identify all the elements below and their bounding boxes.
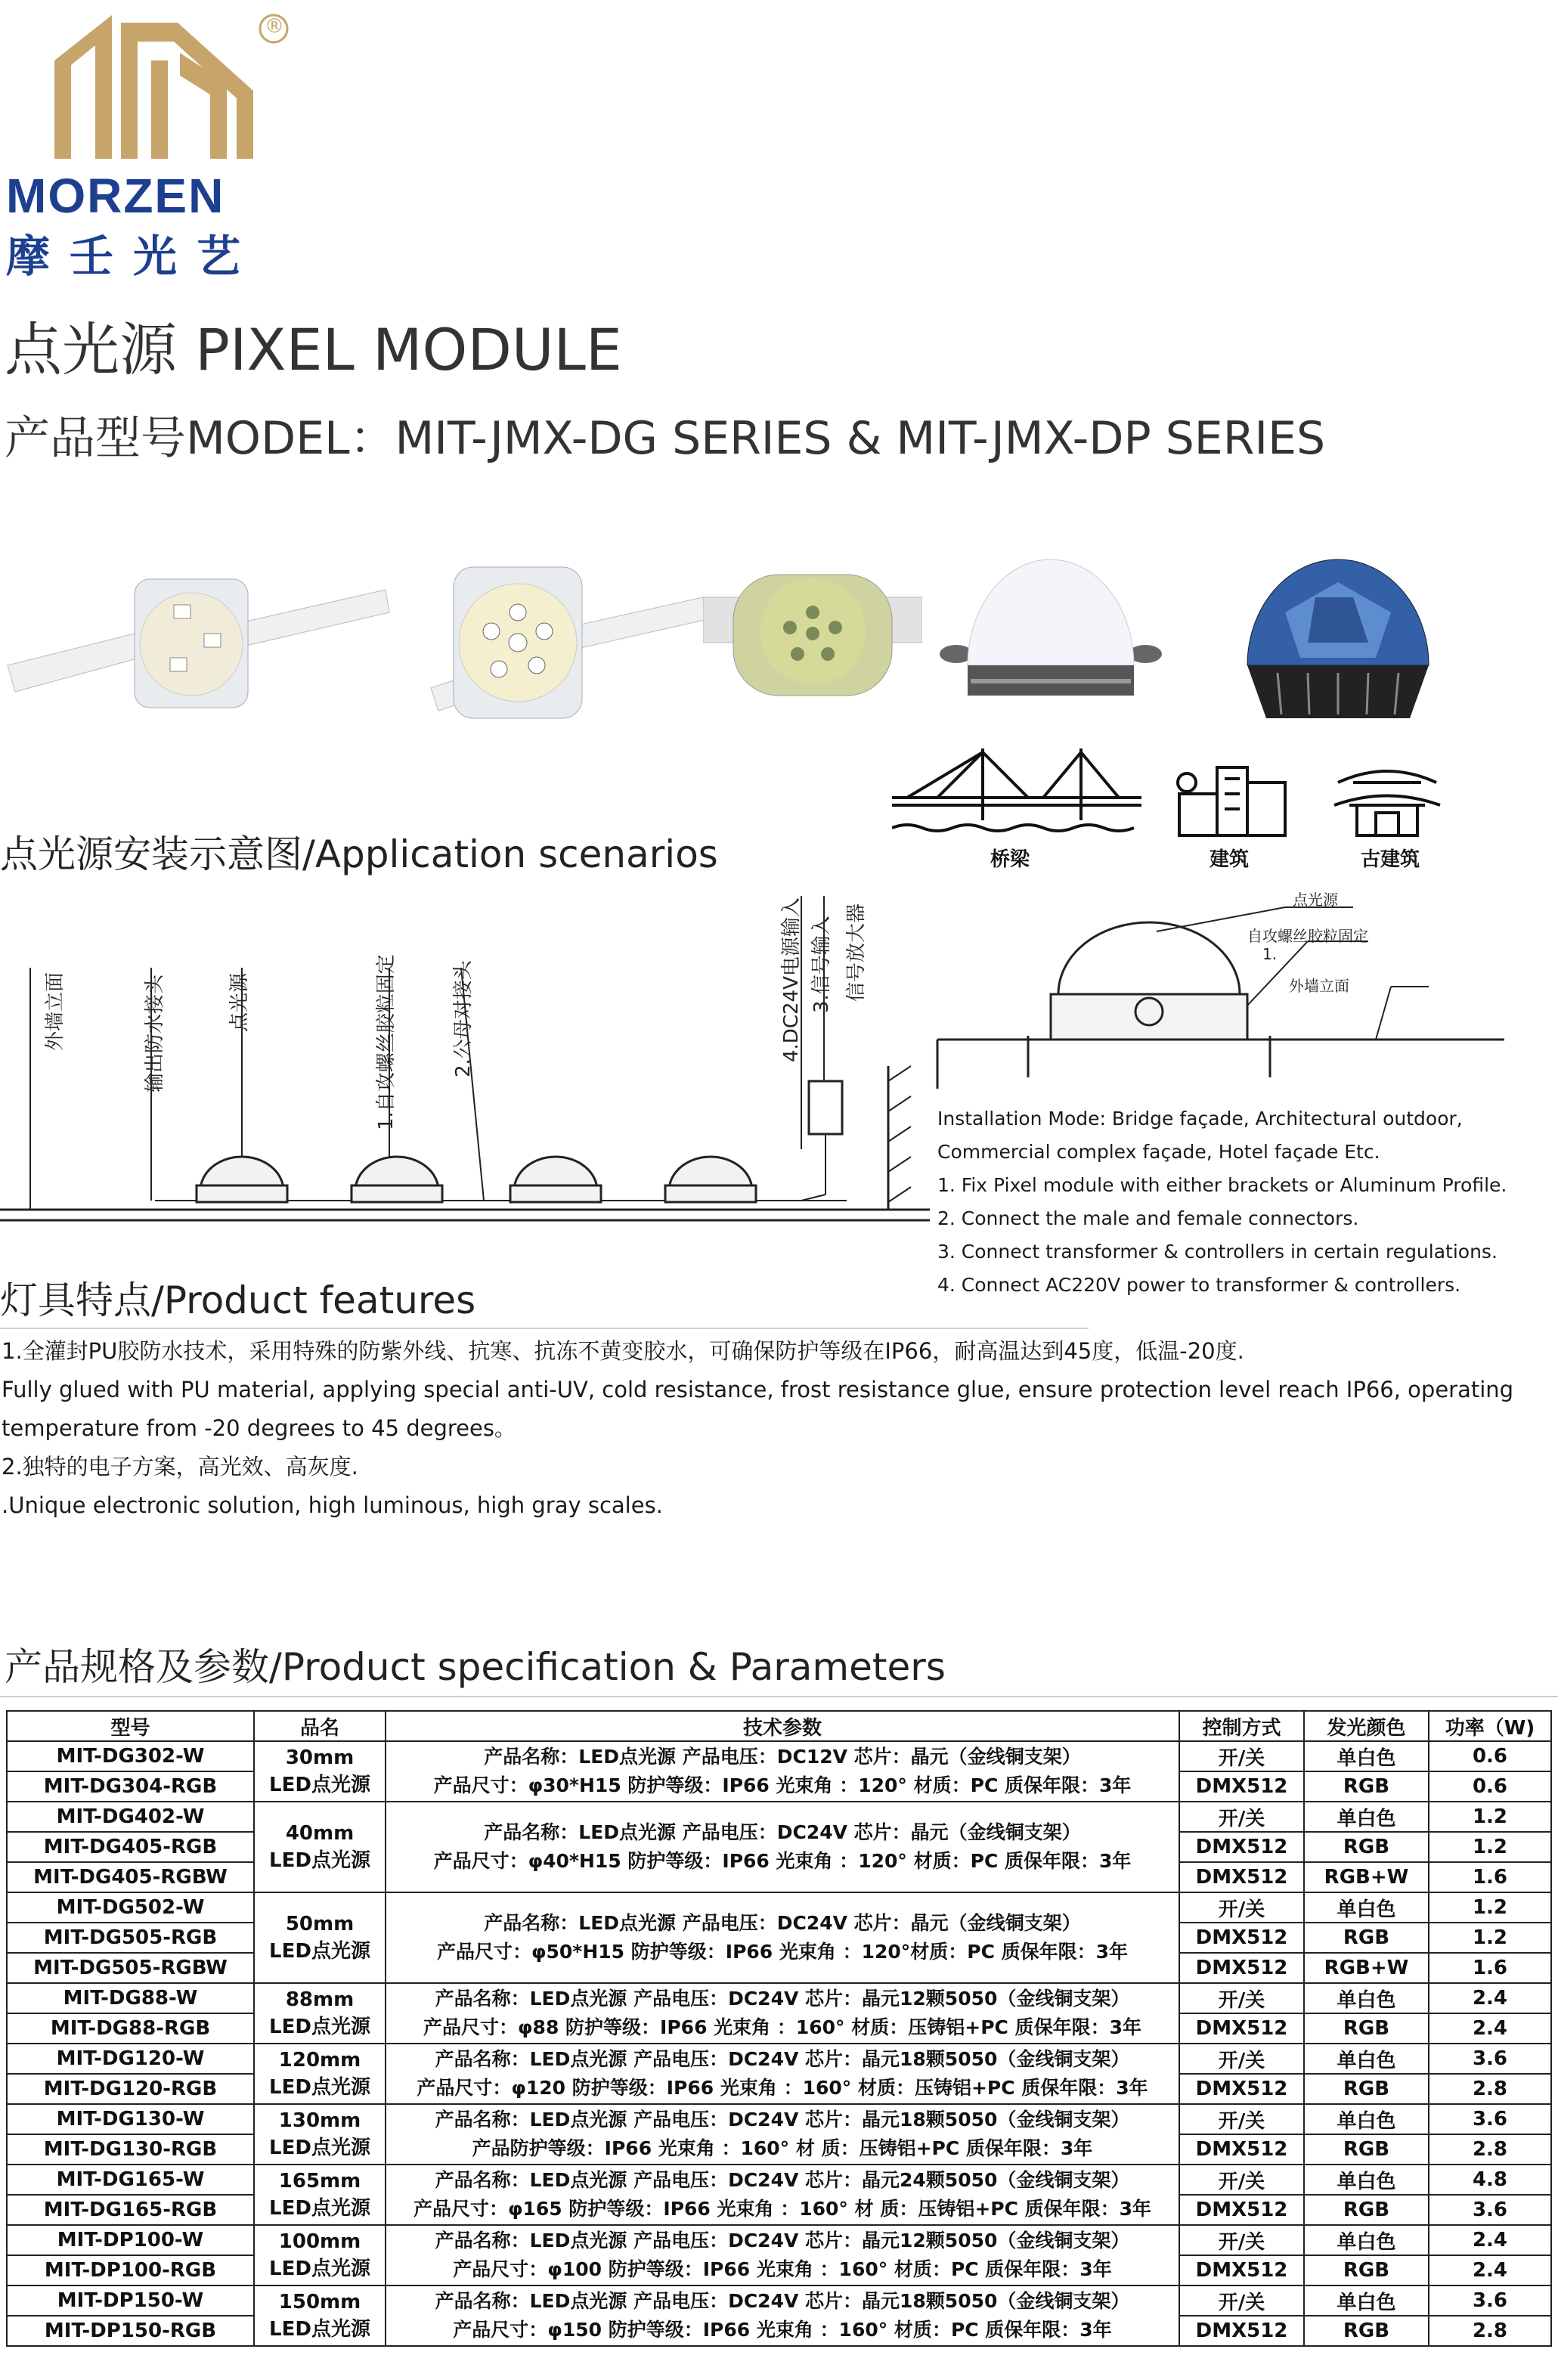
building-icon xyxy=(1172,764,1293,839)
product-name-cell xyxy=(254,2044,386,2104)
model-line: 产品型号MODEL：MIT-JMX-DG SERIES & MIT-JMX-DP SERIES xyxy=(5,412,1326,465)
model-cell: MIT-DP150-RGB xyxy=(7,2316,254,2346)
table-row xyxy=(7,1741,1551,1771)
color-cell: RGB+W xyxy=(1304,1953,1429,1983)
color-cell: 单白色 xyxy=(1304,2225,1429,2255)
product-photo-50mm xyxy=(703,567,922,703)
color-cell: RGB xyxy=(1304,1832,1429,1862)
install-note: 4. Connect AC220V power to transformer & controllers. xyxy=(937,1274,1461,1296)
power-cell: 4.8 xyxy=(1429,2165,1551,2195)
spec-heading: 产品规格及参数/Product specification & Parameters xyxy=(5,1645,946,1689)
install-note: Installation Mode: Bridge façade, Architectural outdoor, xyxy=(937,1108,1463,1130)
features-divider xyxy=(0,1328,1089,1329)
model-cell: MIT-DG402-W xyxy=(7,1802,254,1832)
product-type: LED点光源 xyxy=(269,2136,370,2159)
product-size: 100mm xyxy=(278,2230,361,2253)
tech-line: 产品尺寸：φ30*H15 防护等级：IP66 光束角 ：120° 材质：PC 质保年限：3年 xyxy=(433,1774,1132,1796)
tech-line: 产品名称：LED点光源 产品电压：DC24V 芯片：晶元18颗5050（金线铜支架） xyxy=(435,2048,1130,2070)
table-row xyxy=(7,2285,1551,2316)
control-cell: 开/关 xyxy=(1179,1741,1304,1771)
feature-line: Fully glued with PU material, applying special anti-UV, cold resistance, frost resistance glue, ensure protection level reach IP66, operating xyxy=(2,1377,1514,1402)
product-type: LED点光源 xyxy=(269,1773,370,1796)
model-cell: MIT-DG120-RGB xyxy=(7,2074,254,2104)
model-cell: MIT-DG120-W xyxy=(7,2044,254,2074)
table-row xyxy=(7,2044,1551,2074)
install-note: Commercial complex façade, Hotel façade Etc. xyxy=(937,1141,1380,1163)
power-cell: 1.6 xyxy=(1429,1953,1551,1983)
control-cell: DMX512 xyxy=(1179,1923,1304,1953)
label-step2: 2.公母对接头 xyxy=(452,960,475,1077)
power-cell: 2.8 xyxy=(1429,2134,1551,2165)
color-cell: 单白色 xyxy=(1304,1741,1429,1771)
label-pixel: 点光源 xyxy=(228,972,251,1032)
model-cell: MIT-DG88-W xyxy=(7,1983,254,2013)
header-tech: 技术参数 xyxy=(386,1711,1179,1741)
control-cell: 开/关 xyxy=(1179,2044,1304,2074)
model-cell: MIT-DG505-RGBW xyxy=(7,1953,254,1983)
color-cell: RGB xyxy=(1304,2316,1429,2346)
model-cell: MIT-DG130-W xyxy=(7,2104,254,2134)
color-cell: 单白色 xyxy=(1304,1802,1429,1832)
page-title: 点光源 PIXEL MODULE xyxy=(5,316,622,383)
spec-divider xyxy=(0,1696,1558,1697)
model-cell: MIT-DG502-W xyxy=(7,1892,254,1923)
product-type: LED点光源 xyxy=(269,1849,370,1872)
registered-mark: ® xyxy=(265,15,284,38)
ancient-building-icon xyxy=(1330,760,1444,839)
power-cell: 1.2 xyxy=(1429,1802,1551,1832)
color-cell: 单白色 xyxy=(1304,1983,1429,2013)
model-cell: MIT-DP100-RGB xyxy=(7,2255,254,2285)
product-type: LED点光源 xyxy=(269,2196,370,2220)
product-name-cell xyxy=(254,2104,386,2165)
product-size: 50mm xyxy=(285,1912,355,1935)
tech-line: 产品名称：LED点光源 产品电压：DC24V 芯片：晶元12颗5050（金线铜支架） xyxy=(435,2230,1130,2251)
power-cell: 1.6 xyxy=(1429,1862,1551,1892)
tech-params-cell xyxy=(386,1892,1179,1983)
model-cell: MIT-DG165-RGB xyxy=(7,2195,254,2225)
control-cell: 开/关 xyxy=(1179,2285,1304,2316)
product-name-cell xyxy=(254,1892,386,1983)
tech-params-cell xyxy=(386,1983,1179,2044)
control-cell: DMX512 xyxy=(1179,2195,1304,2225)
control-cell: 开/关 xyxy=(1179,1892,1304,1923)
model-cell: MIT-DG304-RGB xyxy=(7,1771,254,1802)
header-power: 功率（W) xyxy=(1429,1711,1551,1741)
control-cell: DMX512 xyxy=(1179,2134,1304,2165)
power-cell: 3.6 xyxy=(1429,2044,1551,2074)
bridge-icon xyxy=(892,745,1141,835)
power-cell: 2.8 xyxy=(1429,2074,1551,2104)
product-size: 165mm xyxy=(278,2169,361,2193)
product-type: LED点光源 xyxy=(269,2015,370,2038)
color-cell: RGB xyxy=(1304,2134,1429,2165)
feature-line: temperature from -20 degrees to 45 degrees。 xyxy=(2,1415,516,1441)
product-photo-40mm xyxy=(423,552,711,726)
tech-line: 产品名称：LED点光源 产品电压：DC12V 芯片：晶元（金线铜支架） xyxy=(484,1746,1081,1768)
control-cell: 开/关 xyxy=(1179,2104,1304,2134)
product-size: 88mm xyxy=(285,1988,355,2011)
label-outer-wall: 外墙立面 xyxy=(44,972,67,1051)
product-type: LED点光源 xyxy=(269,2257,370,2280)
product-name-cell xyxy=(254,1983,386,2044)
color-cell: RGB xyxy=(1304,1771,1429,1802)
header-control: 控制方式 xyxy=(1179,1711,1304,1741)
power-cell: 3.6 xyxy=(1429,2104,1551,2134)
product-size: 40mm xyxy=(285,1821,355,1845)
model-cell: MIT-DG405-RGB xyxy=(7,1832,254,1862)
feature-line: 1.全灌封PU胶防水技术，采用特殊的防紫外线、抗寒、抗冻不黄变胶水，可确保防护等级在IP66，耐高温达到45度，低温-20度. xyxy=(2,1338,1244,1364)
control-cell: DMX512 xyxy=(1179,1953,1304,1983)
tech-line: 产品尺寸：φ165 防护等级：IP66 光束角 ：160° 材 质：压铸铝+PC 质保年限：3年 xyxy=(413,2198,1152,2220)
color-cell: RGB xyxy=(1304,2013,1429,2044)
tech-line: 产品尺寸：φ40*H15 防护等级：IP66 光束角 ：120° 材质：PC 质保年限：3年 xyxy=(433,1850,1132,1872)
product-photo-dome xyxy=(937,552,1164,726)
tech-line: 产品尺寸：φ100 防护等级：IP66 光束角 ：160° 材质：PC 质保年限：3年 xyxy=(453,2258,1112,2280)
tech-line: 产品名称：LED点光源 产品电压：DC24V 芯片：晶元24颗5050（金线铜支架） xyxy=(435,2169,1130,2191)
tech-params-cell xyxy=(386,1741,1179,1802)
detail-label-pixel: 点光源 xyxy=(1293,891,1338,909)
power-cell: 2.4 xyxy=(1429,2225,1551,2255)
tech-line: 产品名称：LED点光源 产品电压：DC24V 芯片：晶元12颗5050（金线铜支架） xyxy=(435,1988,1130,2010)
power-cell: 2.4 xyxy=(1429,1983,1551,2013)
product-name-cell xyxy=(254,2225,386,2285)
power-cell: 2.4 xyxy=(1429,2255,1551,2285)
control-cell: 开/关 xyxy=(1179,2165,1304,2195)
product-type: LED点光源 xyxy=(269,2317,370,2341)
install-note: 1. Fix Pixel module with either brackets or Aluminum Profile. xyxy=(937,1174,1507,1196)
model-cell: MIT-DG302-W xyxy=(7,1741,254,1771)
product-name-cell xyxy=(254,1741,386,1802)
tech-line: 产品防护等级：IP66 光束角 ：160° 材 质：压铸铝+PC 质保年限：3年 xyxy=(472,2137,1093,2159)
color-cell: RGB xyxy=(1304,2195,1429,2225)
tech-line: 产品尺寸：φ88 防护等级：IP66 光束角 ：160° 材质：压铸铝+PC 质保年限：3年 xyxy=(423,2016,1141,2038)
color-cell: 单白色 xyxy=(1304,2285,1429,2316)
table-row xyxy=(7,1983,1551,2013)
power-cell: 3.6 xyxy=(1429,2285,1551,2316)
installation-diagram xyxy=(0,892,930,1247)
control-cell: DMX512 xyxy=(1179,1832,1304,1862)
tech-line: 产品尺寸：φ50*H15 防护等级：IP66 光束角 ：120°材质：PC 质保年限：3年 xyxy=(436,1941,1129,1963)
control-cell: DMX512 xyxy=(1179,2074,1304,2104)
tech-params-cell xyxy=(386,2225,1179,2285)
spec-table xyxy=(6,1710,1552,2347)
table-row xyxy=(7,2165,1551,2195)
power-cell: 0.6 xyxy=(1429,1771,1551,1802)
power-cell: 0.6 xyxy=(1429,1741,1551,1771)
color-cell: RGB xyxy=(1304,2255,1429,2285)
product-photo-crystal xyxy=(1225,552,1451,741)
product-size: 130mm xyxy=(278,2109,361,2132)
label-power-input: 4.DC24V电源输入 xyxy=(780,897,803,1062)
power-cell: 3.6 xyxy=(1429,2195,1551,2225)
ancient-building-caption: 古建筑 xyxy=(1361,848,1420,871)
model-cell: MIT-DG505-RGB xyxy=(7,1923,254,1953)
product-size: 120mm xyxy=(278,2048,361,2072)
table-row xyxy=(7,1802,1551,1832)
control-cell: 开/关 xyxy=(1179,2225,1304,2255)
control-cell: DMX512 xyxy=(1179,2255,1304,2285)
power-cell: 2.8 xyxy=(1429,2316,1551,2346)
detail-label-screw: 自攻螺丝胶粒固定 xyxy=(1247,927,1368,945)
tech-params-cell xyxy=(386,2104,1179,2165)
power-cell: 2.4 xyxy=(1429,2013,1551,2044)
color-cell: RGB+W xyxy=(1304,1862,1429,1892)
control-cell: DMX512 xyxy=(1179,2013,1304,2044)
installation-notes xyxy=(937,1102,1542,1302)
table-row xyxy=(7,1892,1551,1923)
tech-params-cell xyxy=(386,2044,1179,2104)
module-detail-drawing xyxy=(930,885,1535,1089)
tech-params-cell xyxy=(386,2165,1179,2225)
brand-name-cn: 摩壬光艺 xyxy=(6,231,261,282)
install-note: 3. Connect transformer & controllers in certain regulations. xyxy=(937,1241,1498,1263)
tech-line: 产品尺寸：φ120 防护等级：IP66 光束角 ：160° 材质：压铸铝+PC 质保年限：3年 xyxy=(417,2077,1148,2099)
tech-line: 产品名称：LED点光源 产品电压：DC24V 芯片：晶元（金线铜支架） xyxy=(484,1912,1081,1934)
color-cell: 单白色 xyxy=(1304,2165,1429,2195)
tech-line: 产品名称：LED点光源 产品电压：DC24V 芯片：晶元（金线铜支架） xyxy=(484,1821,1081,1843)
product-type: LED点光源 xyxy=(269,1939,370,1963)
product-size: 150mm xyxy=(278,2290,361,2313)
model-cell: MIT-DG165-W xyxy=(7,2165,254,2195)
product-type: LED点光源 xyxy=(269,2075,370,2099)
control-cell: 开/关 xyxy=(1179,1983,1304,2013)
power-cell: 1.2 xyxy=(1429,1892,1551,1923)
feature-line: 2.独特的电子方案，高光效、高灰度. xyxy=(2,1454,358,1480)
table-row xyxy=(7,2225,1551,2255)
tech-line: 产品名称：LED点光源 产品电压：DC24V 芯片：晶元18颗5050（金线铜支架） xyxy=(435,2290,1130,2312)
model-cell: MIT-DP100-W xyxy=(7,2225,254,2255)
table-row xyxy=(7,2104,1551,2134)
label-signal-input: 3.信号输入 xyxy=(810,916,833,1013)
color-cell: RGB xyxy=(1304,1923,1429,1953)
tech-params-cell xyxy=(386,1802,1179,1892)
header-color: 发光颜色 xyxy=(1304,1711,1429,1741)
control-cell: DMX512 xyxy=(1179,2316,1304,2346)
color-cell: 单白色 xyxy=(1304,2104,1429,2134)
header-name: 品名 xyxy=(254,1711,386,1741)
detail-label-wall: 外墙立面 xyxy=(1289,977,1349,995)
label-step1: 1.自攻螺丝胶粒固定 xyxy=(375,954,398,1130)
feature-line: .Unique electronic solution, high luminous, high gray scales. xyxy=(2,1492,663,1518)
label-amplifier: 信号放大器 xyxy=(845,903,868,1002)
features-text xyxy=(2,1332,1544,1525)
product-size: 30mm xyxy=(285,1746,355,1769)
application-heading: 点光源安装示意图/Application scenarios xyxy=(0,832,718,876)
control-cell: 开/关 xyxy=(1179,1802,1304,1832)
tech-line: 产品尺寸：φ150 防护等级：IP66 光束角 ：160° 材质：PC 质保年限：3年 xyxy=(453,2319,1112,2341)
tech-line: 产品名称：LED点光源 产品电压：DC24V 芯片：晶元18颗5050（金线铜支架） xyxy=(435,2109,1130,2131)
control-cell: DMX512 xyxy=(1179,1771,1304,1802)
product-name-cell xyxy=(254,1802,386,1892)
product-name-cell xyxy=(254,2285,386,2346)
module-install-detail xyxy=(930,885,1535,1089)
product-photo-30mm xyxy=(0,552,393,726)
brand-name-en: MORZEN xyxy=(6,169,225,223)
model-cell: MIT-DG130-RGB xyxy=(7,2134,254,2165)
spec-header-row xyxy=(7,1711,1551,1741)
model-cell: MIT-DP150-W xyxy=(7,2285,254,2316)
bridge-caption: 桥梁 xyxy=(990,848,1030,871)
install-note: 2. Connect the male and female connectors. xyxy=(937,1207,1359,1229)
color-cell: 单白色 xyxy=(1304,1892,1429,1923)
header-model: 型号 xyxy=(7,1711,254,1741)
building-caption: 建筑 xyxy=(1210,848,1250,871)
features-heading: 灯具特点/Product features xyxy=(0,1278,476,1322)
detail-label-num: 1. xyxy=(1262,945,1278,963)
label-waterproof-output: 输出防水接头 xyxy=(144,974,166,1092)
product-name-cell xyxy=(254,2165,386,2225)
model-cell: MIT-DG88-RGB xyxy=(7,2013,254,2044)
tech-params-cell xyxy=(386,2285,1179,2346)
color-cell: 单白色 xyxy=(1304,2044,1429,2074)
color-cell: RGB xyxy=(1304,2074,1429,2104)
control-cell: DMX512 xyxy=(1179,1862,1304,1892)
power-cell: 1.2 xyxy=(1429,1832,1551,1862)
power-cell: 1.2 xyxy=(1429,1923,1551,1953)
spec-table-body xyxy=(7,1741,1551,2346)
model-cell: MIT-DG405-RGBW xyxy=(7,1862,254,1892)
